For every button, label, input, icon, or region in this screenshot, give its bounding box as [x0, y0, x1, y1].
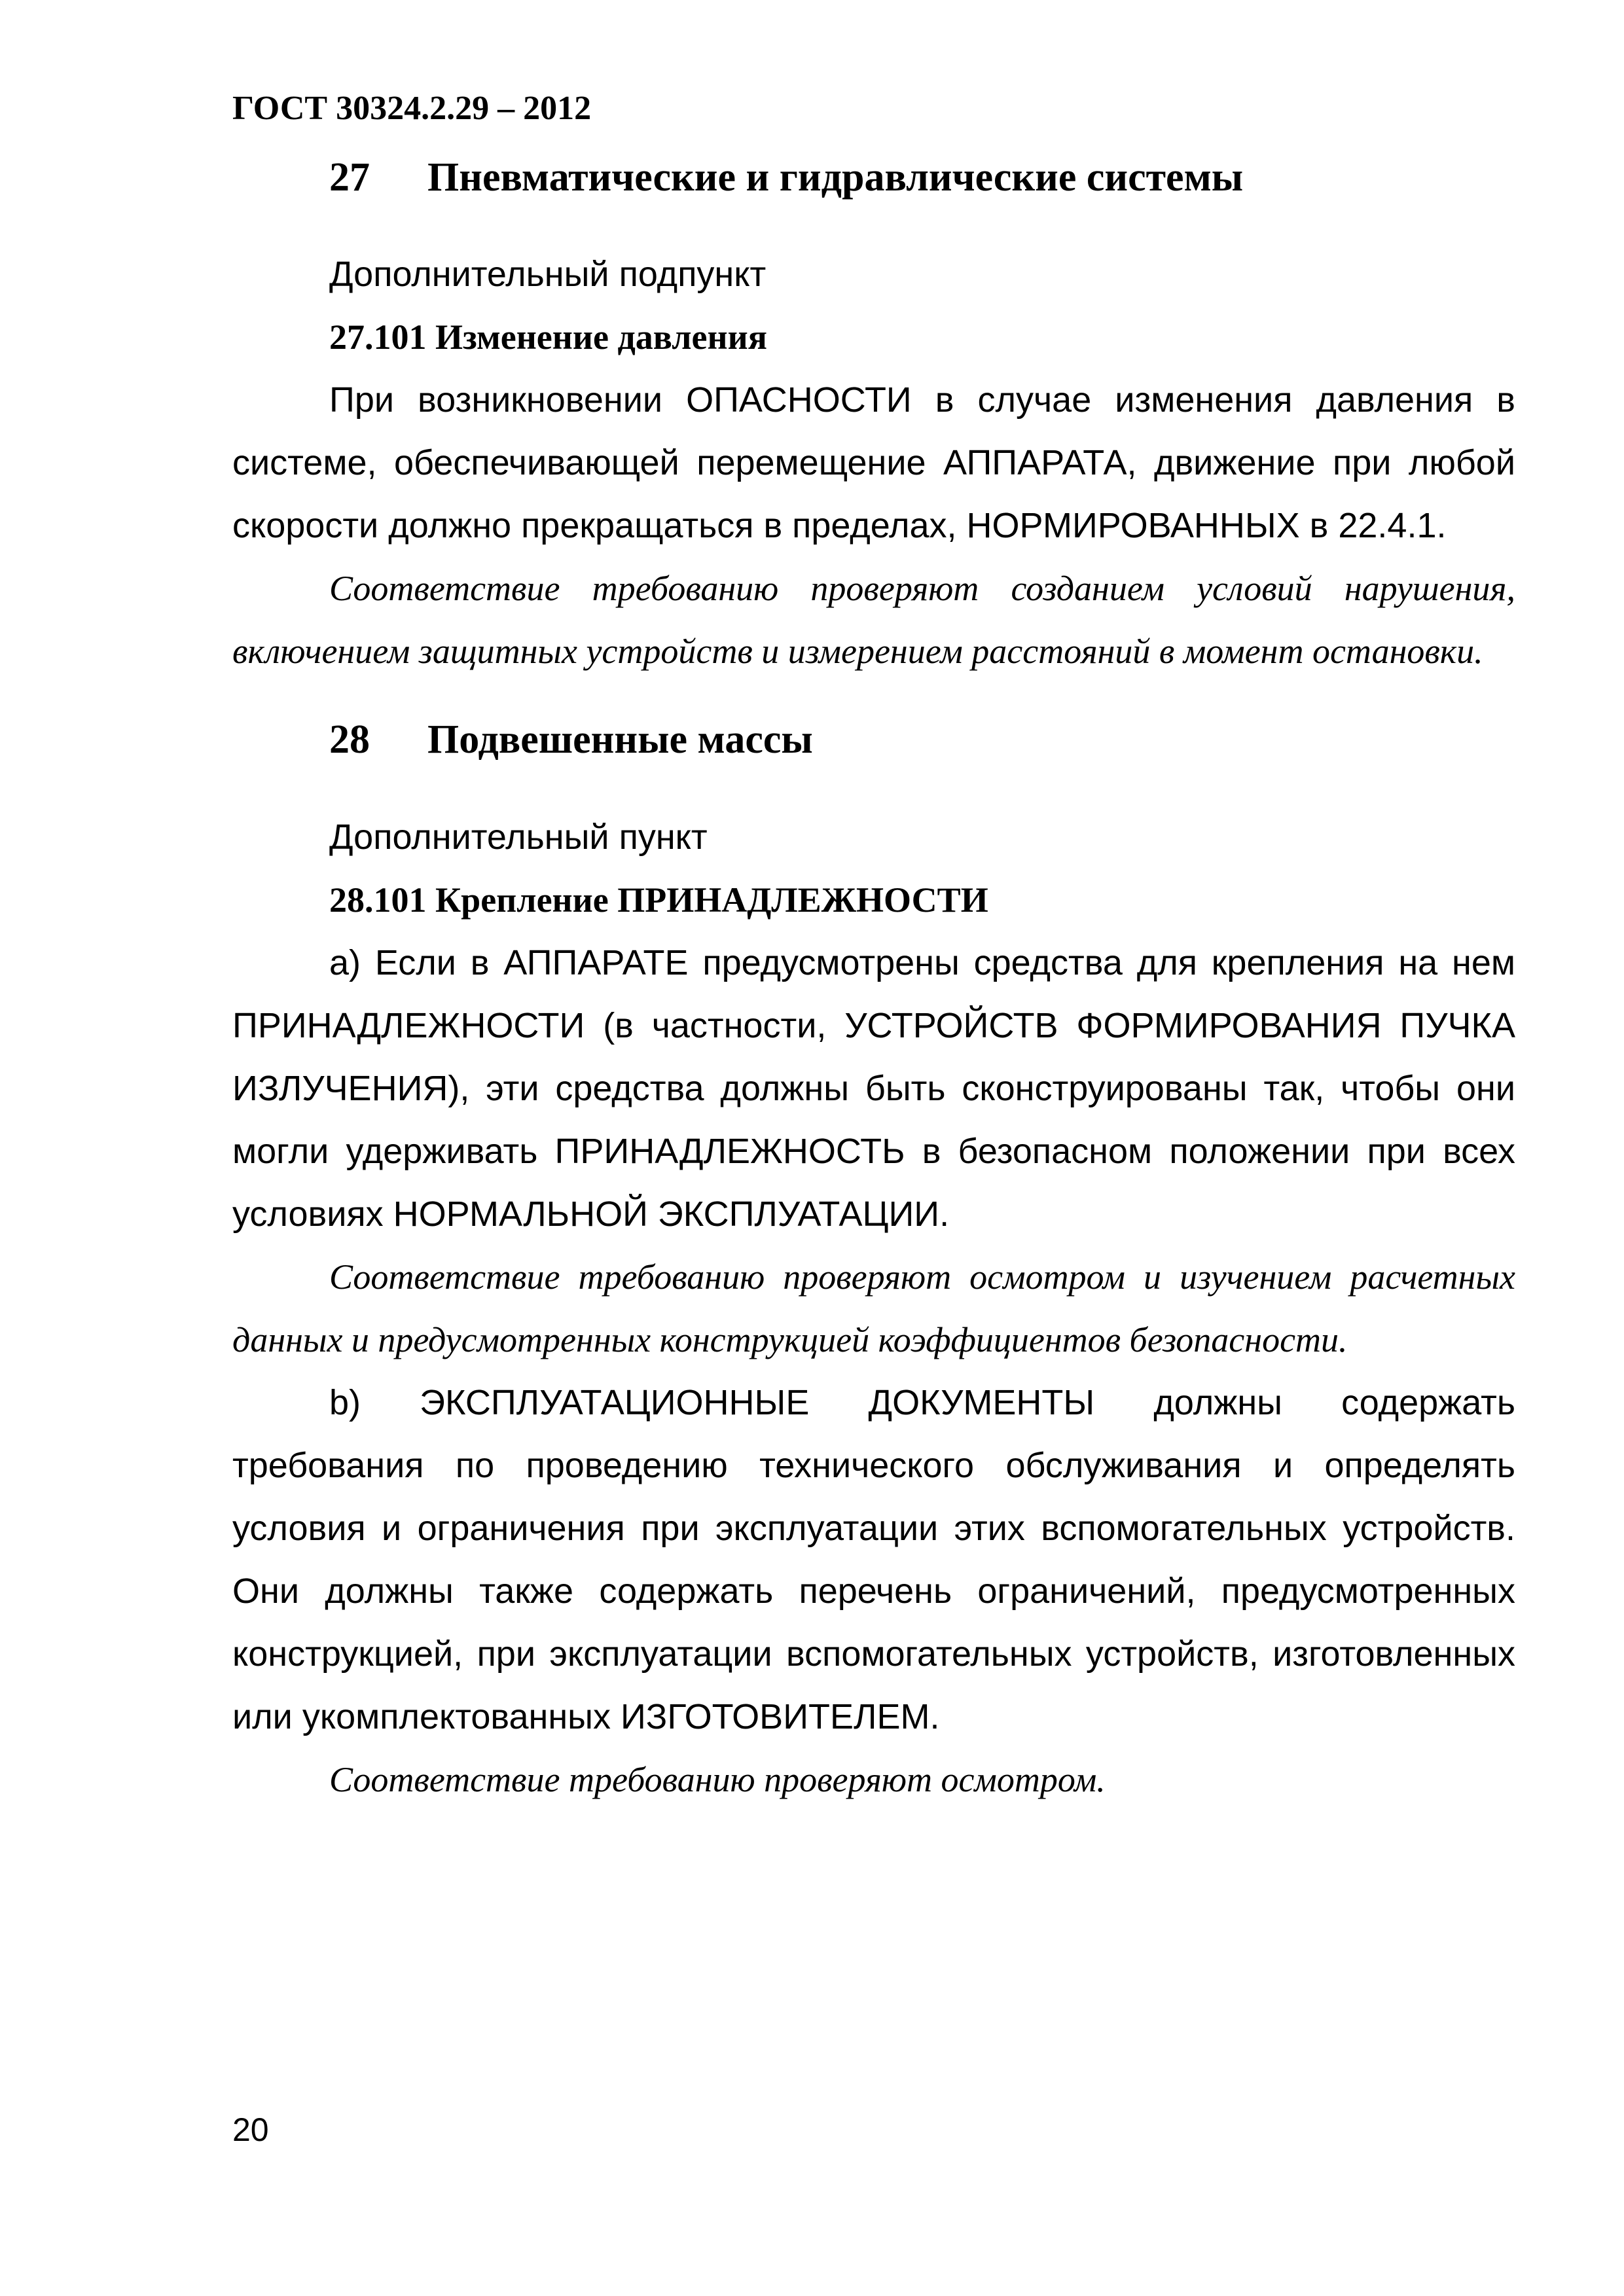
- section-number: 28: [329, 717, 370, 762]
- section-number: 27: [329, 155, 370, 200]
- compliance-paragraph: Соответствие требованию проверяют созданием условий нарушения, включением защитных устройств и измерением расстояний в момент остановки.: [232, 569, 1515, 672]
- subsection-heading: 28.101 Крепление ПРИНАДЛЕЖНОСТИ: [329, 880, 988, 920]
- requirement-paragraph: b) ЭКСПЛУАТАЦИОННЫЕ ДОКУМЕНТЫ должны содержать требования по проведению технического обслуживания и определять условия и ограничения при эксплуатации этих вспомогательных устройств. Они должны также содержать перечень ограничений, предусмотренных конструкцией, при эксплуатации вспомогательных устройств, изготовленных или укомплектованных ИЗГОТОВИТЕЛЕМ.: [232, 1382, 1515, 1736]
- page-content: [232, 154, 1515, 1811]
- page-number: 20: [232, 2111, 269, 2148]
- section-title: Подвешенные массы: [427, 717, 813, 762]
- compliance-paragraph: Соответствие требованию проверяют осмотром.: [329, 1759, 1106, 1799]
- section-lead: Дополнительный пункт: [329, 817, 708, 857]
- section-heading-27: [232, 154, 1515, 201]
- section-title: Пневматические и гидравлические системы: [427, 155, 1244, 200]
- subsection-heading: 27.101 Изменение давления: [329, 317, 767, 357]
- section-lead: Дополнительный подпункт: [329, 255, 767, 295]
- page-header-standard: ГОСТ 30324.2.29 – 2012: [232, 90, 592, 127]
- section-heading-28: [232, 717, 1515, 763]
- compliance-paragraph: Соответствие требованию проверяют осмотром и изучением расчетных данных и предусмотренных конструкцией коэффициентов безопасности.: [232, 1257, 1515, 1359]
- requirement-paragraph: При возникновении ОПАСНОСТИ в случае изменения давления в системе, обеспечивающей перемещение АППАРАТА, движение при любой скорости должно прекращаться в пределах, НОРМИРОВАННЫХ в 22.4.1.: [232, 380, 1515, 546]
- requirement-paragraph: a) Если в АППАРАТЕ предусмотрены средства для крепления на нем ПРИНАДЛЕЖНОСТИ (в частности, УСТРОЙСТВ ФОРМИРОВАНИЯ ПУЧКА ИЗЛУЧЕНИЯ), эти средства должны быть сконструированы так, чтобы они могли удерживать ПРИНАДЛЕЖНОСТЬ в безопасном положении при всех условиях НОРМАЛЬНОЙ ЭКСПЛУАТАЦИИ.: [232, 942, 1515, 1234]
